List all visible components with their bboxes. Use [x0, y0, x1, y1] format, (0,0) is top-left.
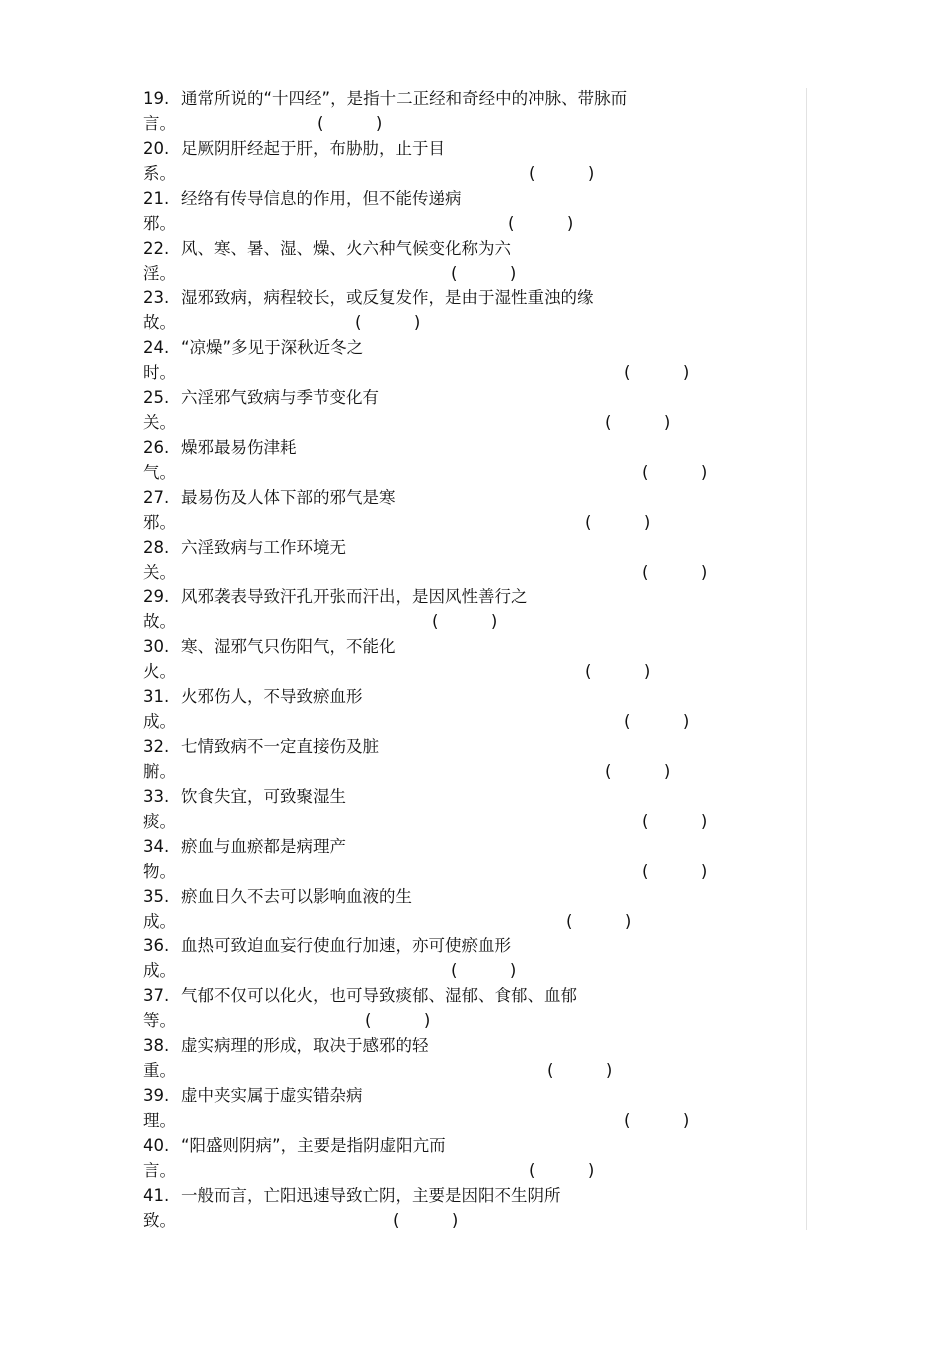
question-number: 40.	[143, 1135, 170, 1155]
question-number: 24.	[143, 338, 170, 358]
question-ending: 成。	[143, 911, 176, 931]
question-ending: 时。	[143, 363, 176, 383]
question-text: 火邪伤人，不导致瘀血形	[181, 687, 363, 707]
question-ending: 言。	[143, 1160, 176, 1180]
question-number: 41.	[143, 1185, 170, 1205]
question-number: 26.	[143, 437, 170, 457]
question-text: 虚实病理的形成，取决于感邪的轻	[181, 1036, 429, 1056]
question-ending: 致。	[143, 1210, 176, 1230]
question-number: 36.	[143, 936, 170, 956]
question-item	[143, 1133, 803, 1183]
question-number: 22.	[143, 238, 170, 258]
question-item	[143, 983, 803, 1033]
answer-blank[interactable]: ( )	[624, 363, 690, 383]
question-number: 30.	[143, 637, 170, 657]
question-ending: 重。	[143, 1061, 176, 1081]
question-text: 燥邪最易伤津耗	[181, 437, 297, 457]
answer-blank[interactable]: ( )	[624, 1110, 690, 1130]
question-text: 六淫致病与工作环境无	[181, 537, 346, 557]
question-text: 瘀血与血瘀都是病理产	[181, 836, 346, 856]
page-edge-divider	[806, 88, 807, 1230]
question-item	[143, 485, 803, 535]
answer-blank[interactable]: ( )	[605, 413, 671, 433]
question-number: 23.	[143, 288, 170, 308]
question-item	[143, 236, 803, 286]
question-item	[143, 435, 803, 485]
question-text: 血热可致迫血妄行使血行加速，亦可使瘀血形	[181, 936, 511, 956]
question-text: 一般而言，亡阳迅速导致亡阴，主要是因阳不生阴所	[181, 1185, 561, 1205]
question-item	[143, 186, 803, 236]
question-ending: 成。	[143, 712, 176, 732]
question-item	[143, 535, 803, 585]
question-text: 饮食失宜，可致聚湿生	[181, 786, 346, 806]
question-number: 25.	[143, 388, 170, 408]
question-number: 34.	[143, 836, 170, 856]
true-false-question-list	[143, 86, 803, 1232]
answer-blank[interactable]: ( )	[451, 961, 517, 981]
question-ending: 邪。	[143, 213, 176, 233]
answer-blank[interactable]: ( )	[642, 811, 708, 831]
answer-blank[interactable]: ( )	[642, 462, 708, 482]
question-item	[143, 385, 803, 435]
question-number: 29.	[143, 587, 170, 607]
answer-blank[interactable]: ( )	[355, 313, 421, 333]
answer-blank[interactable]: ( )	[365, 1011, 431, 1031]
question-number: 37.	[143, 986, 170, 1006]
question-ending: 邪。	[143, 512, 176, 532]
answer-blank[interactable]: ( )	[317, 114, 383, 133]
question-text: “阳盛则阴病”，主要是指阴虚阳亢而	[181, 1135, 446, 1155]
question-text: 瘀血日久不去可以影响血液的生	[181, 886, 412, 906]
question-ending: 关。	[143, 562, 176, 582]
answer-blank[interactable]: ( )	[529, 163, 595, 183]
answer-blank[interactable]: ( )	[508, 213, 574, 233]
question-item	[143, 1033, 803, 1083]
question-text: “凉燥”多见于深秋近冬之	[181, 338, 364, 358]
question-number: 35.	[143, 886, 170, 906]
question-ending: 理。	[143, 1110, 176, 1130]
question-number: 32.	[143, 736, 170, 756]
question-text: 气郁不仅可以化火，也可导致痰郁、湿郁、食郁、血郁	[181, 986, 577, 1006]
question-number: 33.	[143, 786, 170, 806]
question-item	[143, 734, 803, 784]
question-item	[143, 1083, 803, 1133]
question-ending: 系。	[143, 163, 176, 183]
question-text: 最易伤及人体下部的邪气是寒	[181, 487, 396, 507]
question-number: 38.	[143, 1036, 170, 1056]
question-ending: 淫。	[143, 263, 176, 283]
question-ending: 火。	[143, 662, 176, 682]
question-text: 通常所说的“十四经”，是指十二正经和奇经中的冲脉、带脉而	[181, 89, 628, 108]
question-text: 七情致病不一定直接伤及脏	[181, 736, 379, 756]
question-text: 湿邪致病，病程较长，或反复发作，是由于湿性重浊的缘	[181, 288, 594, 308]
question-item	[143, 684, 803, 734]
answer-blank[interactable]: ( )	[642, 861, 708, 881]
answer-blank[interactable]: ( )	[432, 612, 498, 632]
question-ending: 故。	[143, 612, 176, 632]
question-item	[143, 584, 803, 634]
question-number: 21.	[143, 188, 170, 208]
question-number: 39.	[143, 1085, 170, 1105]
question-text: 寒、湿邪气只伤阳气，不能化	[181, 637, 396, 657]
question-text: 经络有传导信息的作用，但不能传递病	[181, 188, 462, 208]
question-ending: 气。	[143, 462, 176, 482]
answer-blank[interactable]: ( )	[585, 512, 651, 532]
question-ending: 腑。	[143, 761, 176, 781]
answer-blank[interactable]: ( )	[585, 662, 651, 682]
question-item	[143, 634, 803, 684]
question-ending: 成。	[143, 961, 176, 981]
question-item	[143, 136, 803, 186]
question-text: 风、寒、暑、湿、燥、火六种气候变化称为六	[181, 238, 511, 258]
answer-blank[interactable]: ( )	[605, 761, 671, 781]
question-number: 20.	[143, 138, 170, 158]
question-text: 六淫邪气致病与季节变化有	[181, 388, 379, 408]
question-ending: 物。	[143, 861, 176, 881]
question-ending: 关。	[143, 413, 176, 433]
question-number: 31.	[143, 687, 170, 707]
question-item	[143, 933, 803, 983]
question-ending: 言。	[143, 114, 176, 133]
question-number: 28.	[143, 537, 170, 557]
question-ending: 痰。	[143, 811, 176, 831]
question-item	[143, 335, 803, 385]
answer-blank[interactable]: ( )	[393, 1210, 459, 1230]
question-item	[143, 285, 803, 335]
answer-blank[interactable]: ( )	[642, 562, 708, 582]
question-item	[143, 784, 803, 834]
question-item	[143, 834, 803, 884]
question-text: 足厥阴肝经起于肝，布胁肋，止于目	[181, 138, 445, 158]
answer-blank[interactable]: ( )	[547, 1061, 613, 1081]
question-item	[143, 1183, 803, 1233]
question-item	[143, 86, 803, 136]
question-item	[143, 884, 803, 934]
question-number: 27.	[143, 487, 170, 507]
answer-blank[interactable]: ( )	[624, 712, 690, 732]
question-text: 风邪袭表导致汗孔开张而汗出，是因风性善行之	[181, 587, 528, 607]
answer-blank[interactable]: ( )	[451, 263, 517, 283]
question-text: 虚中夹实属于虚实错杂病	[181, 1085, 363, 1105]
answer-blank[interactable]: ( )	[566, 911, 632, 931]
question-ending: 故。	[143, 313, 176, 333]
question-ending: 等。	[143, 1011, 176, 1031]
answer-blank[interactable]: ( )	[529, 1160, 595, 1180]
question-number: 19.	[143, 89, 170, 108]
